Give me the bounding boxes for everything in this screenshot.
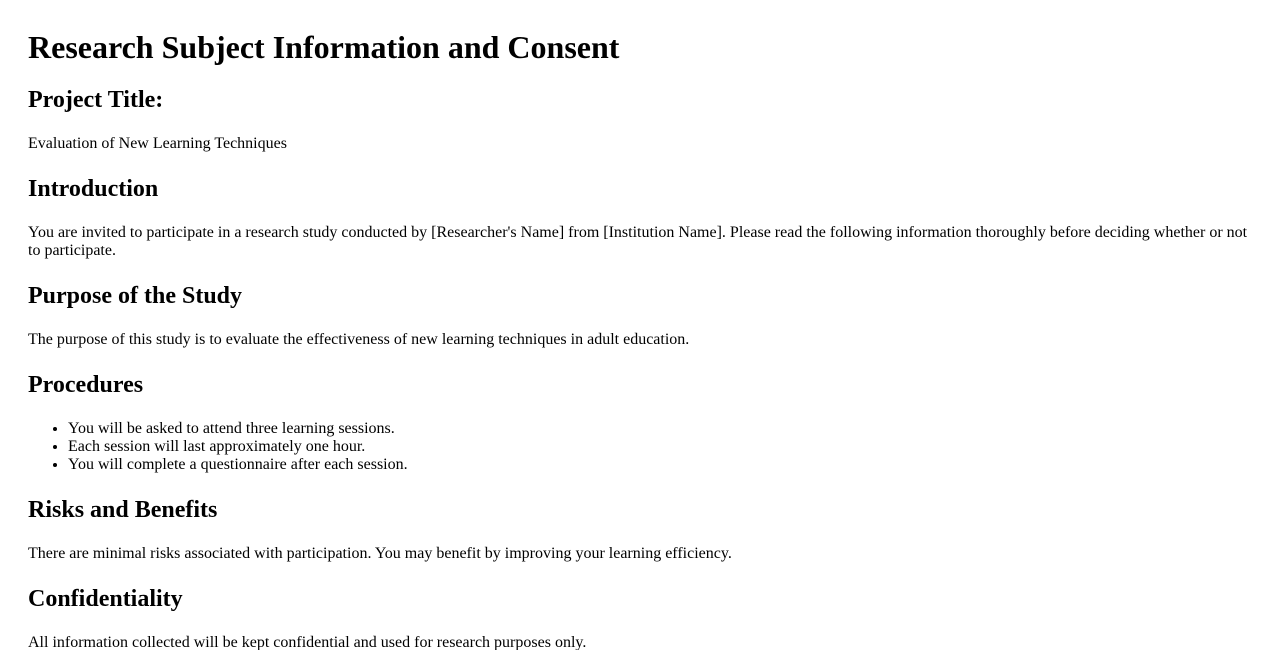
- introduction-heading: Introduction: [28, 176, 159, 202]
- page-title: Research Subject Information and Consent: [28, 29, 620, 65]
- risks-benefits-heading: Risks and Benefits: [28, 497, 218, 523]
- list-item: • You will be asked to attend three learning sessions.: [68, 420, 1250, 438]
- project-title-heading: Project Title:: [28, 87, 164, 113]
- procedures-heading: Procedures: [28, 372, 144, 398]
- purpose-text: The purpose of this study is to evaluate the effectiveness of new learning techniques in adult education.: [28, 331, 690, 348]
- confidentiality-text: All information collected will be kept confidential and used for research purposes only.: [28, 634, 587, 650]
- confidentiality-heading: Confidentiality: [28, 586, 183, 612]
- project-title-text: Evaluation of New Learning Techniques: [28, 135, 287, 152]
- purpose-heading: Purpose of the Study: [28, 283, 243, 309]
- list-item: • Each session will last approximately one hour.: [68, 438, 1250, 456]
- introduction-text: You are invited to participate in a research study conducted by [Researcher's Name] from [Institution Name]. Please read the following information thoroughly before deciding whether or not to participate.: [28, 224, 1248, 259]
- list-item: • You will complete a questionnaire after each session.: [68, 456, 1250, 474]
- risks-benefits-text: There are minimal risks associated with participation. You may benefit by improving your learning efficiency.: [28, 545, 732, 562]
- consent-document: [0, 28, 1278, 650]
- procedures-list: [28, 420, 1250, 474]
